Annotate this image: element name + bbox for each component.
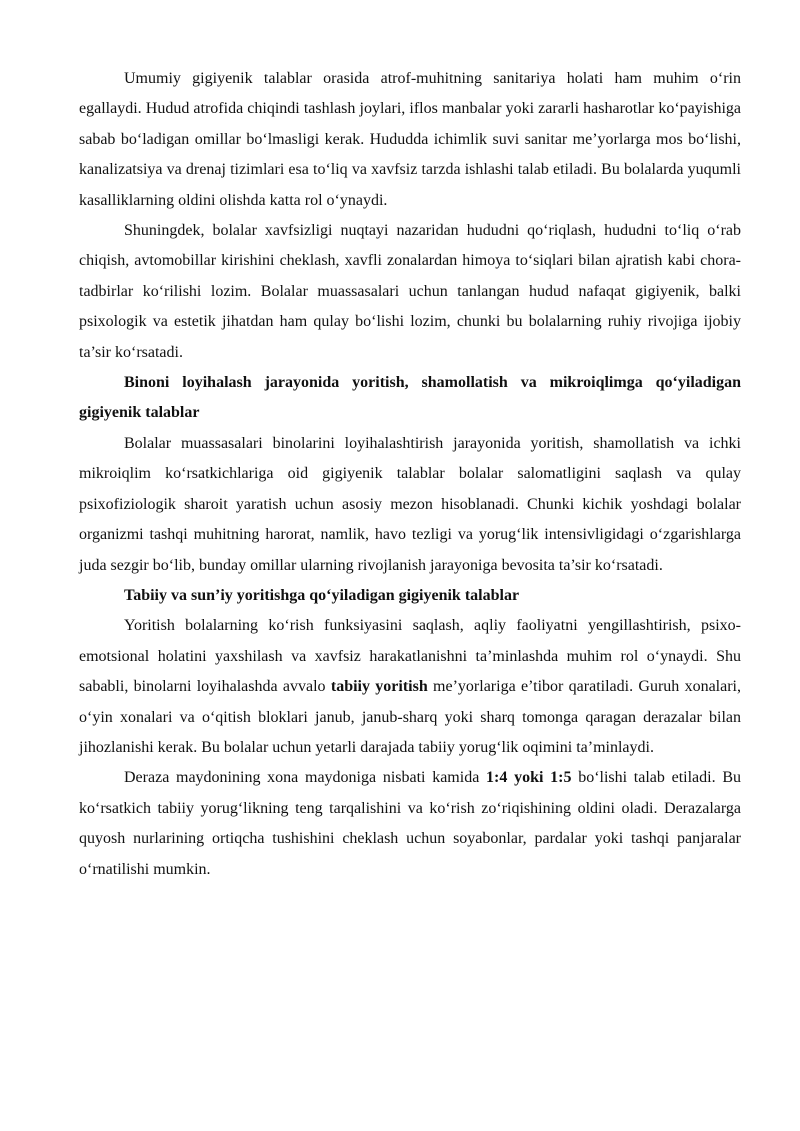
subsection-heading-natural-artificial-lighting: Tabiiy va sun’iy yoritishga qo‘yiladigan gigiyenik talablar <box>124 586 520 604</box>
paragraph-text: Deraza maydonining xona maydoniga nisbati kamida <box>124 769 487 787</box>
paragraph-text: bo‘lishi talab etiladi. Bu ko‘rsatkich tabiiy yorug‘likning teng tarqalishini va ko‘rish zo‘riqishining oldini oladi. Derazalarga quyosh nurlarining ortiqcha tushishini cheklash uchun soyabonlar, pardalar yoki tashqi panjaralar o‘rnatilishi mumkin. <box>79 769 741 878</box>
section-heading-lighting-ventilation: Binoni loyihalash jarayonida yoritish, shamollatish va mikroiqlimga qo‘yiladigan gigiyenik talablar <box>79 374 741 422</box>
paragraph-microclimate-requirements: Bolalar muassasalari binolarini loyihalashtirish jarayonida yoritish, shamollatish va ichki mikroiqlim ko‘rsatkichlariga oid gigiyenik talablar bolalar salomatligini saqlash va qulay psixofiziologik sharoit yaratish uchun asosiy mezon hisoblanadi. Chunki kichik yoshdagi bolalar organizmi tashqi muhitning harorat, namlik, havo tezligi va yorug‘lik intensivligidagi o‘zgarishlarga juda sezgir bo‘lib, bunday omillar ularning rivojlanish jarayoniga bevosita ta’sir ko‘rsatadi. <box>79 434 741 574</box>
paragraph-text: me’yorlariga e’tibor qaratiladi. Guruh xonalari, o‘yin xonalari va o‘qitish bloklari janub, janub-sharq yoki sharq tomonga qaragan derazalar bilan jihozlanishi kerak. Bu bolalar uchun yetarli darajada tabiiy yorug‘lik oqimini ta’minlaydi. <box>79 678 741 756</box>
document-page <box>79 64 741 885</box>
paragraph-text: Yoritish bolalarning ko‘rish funksiyasini saqlash, aqliy faoliyatni yengillashtirish, psixo-emotsional holatini yaxshilash va xavfsiz harakatlanishni ta’minlashda muhim rol o‘ynaydi. Shu sababli, binolarni loyihalashda avvalo <box>79 617 741 696</box>
paragraph-child-safety: Shuningdek, bolalar xavfsizligi nuqtayi nazaridan hududni qo‘riqlash, hududni to‘liq o‘rab chiqish, avtomobillar kirishini cheklash, xavfli zonalardan himoya to‘siqlari bilan ajratish kabi chora-tadbirlar ko‘rilishi lozim. Bolalar muassasalari uchun tanlangan hudud nafaqat gigiyenik, balki psixologik va estetik jihatdan ham qulay bo‘lishi lozim, chunki bu bolalarning ruhiy rivojiga ijobiy ta’sir ko‘rsatadi. <box>79 222 741 361</box>
emphasis-text: tabiiy yoritish <box>330 678 428 696</box>
paragraph-sanitary-conditions: Umumiy gigiyenik talablar orasida atrof-muhitning sanitariya holati ham muhim o‘rin egallaydi. Hudud atrofida chiqindi tashlash joylari, iflos manbalar yoki zararli hasharotlar ko‘payishiga sabab bo‘ladigan omillar bo‘lmasligi kerak. Hududda ichimlik suvi sanitar me’yorlarga mos bo‘lishi, kanalizatsiya va drenaj tizimlari esa to‘liq va xavfsiz tarzda ishlashi talab etiladi. Bu bolalarda yuqumli kasalliklarning oldini olishda katta rol o‘ynaydi. <box>79 70 741 209</box>
paragraph-window-ratio <box>79 763 741 885</box>
paragraph-natural-lighting <box>79 611 741 763</box>
emphasis-text: 1:4 yoki 1:5 <box>486 769 572 787</box>
